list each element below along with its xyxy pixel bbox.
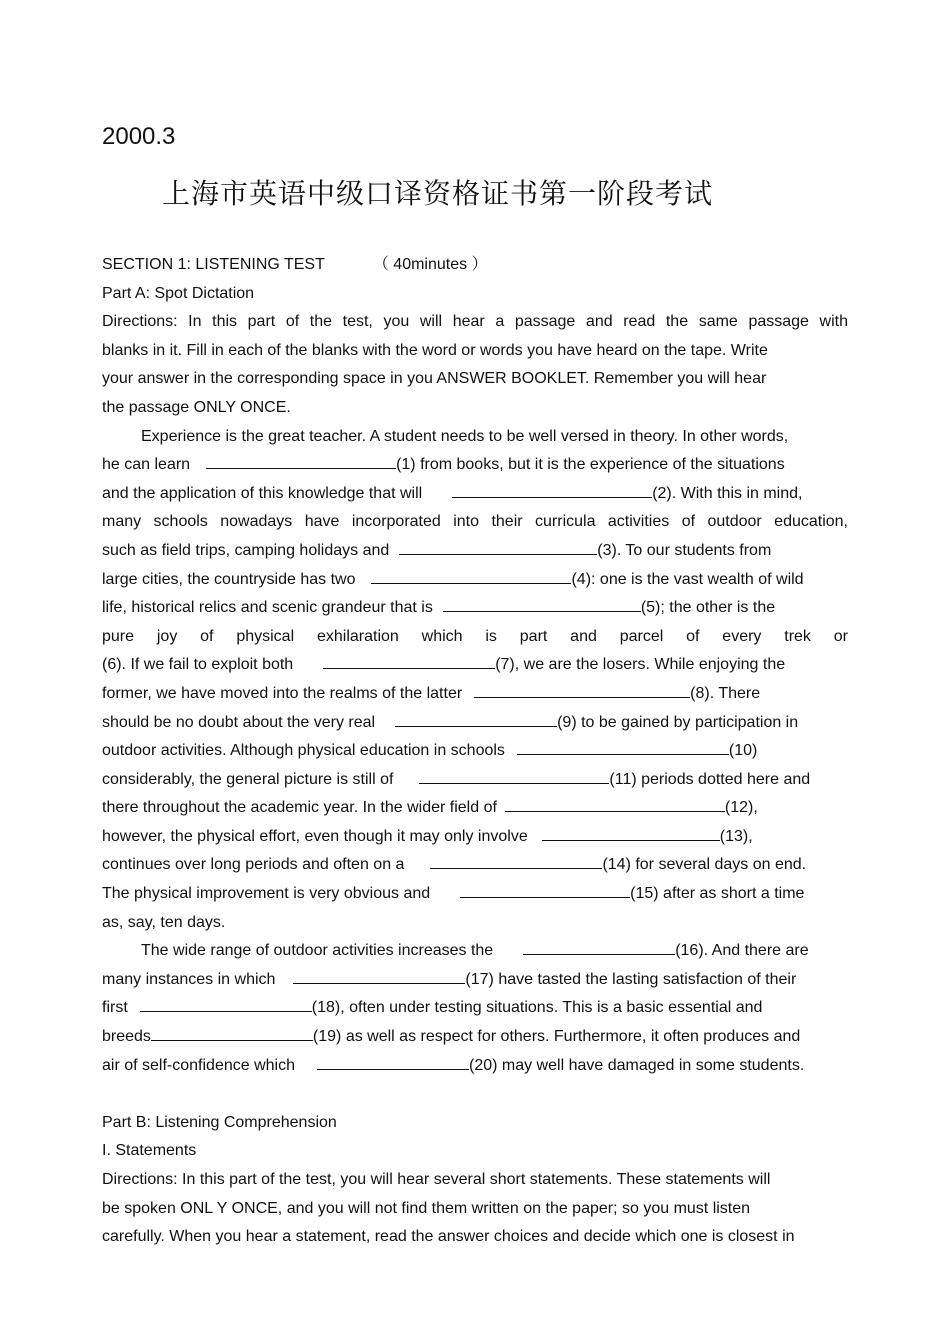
passage-line — [102, 966, 848, 995]
part-a-directions-line: Directions: In this part of the test, you will hear a passage and read the same passage with — [102, 313, 848, 331]
passage-text: many instances in which — [102, 970, 276, 988]
passage-text: (1) from books, but it is the experience of the situations — [396, 456, 785, 474]
answer-blank — [542, 824, 720, 841]
passage-text: (7), we are the losers. While enjoying the — [495, 656, 786, 674]
passage-text: there throughout the academic year. In the wider field of — [102, 799, 497, 817]
passage-text: continues over long periods and often on a — [102, 856, 405, 874]
passage-text: breeds — [102, 1028, 151, 1046]
answer-blank — [323, 652, 495, 669]
passage-line: as, say, ten days. — [102, 913, 226, 931]
passage-text: The physical improvement is very obvious and — [102, 885, 431, 903]
passage-text: (13), — [719, 827, 753, 845]
passage-text: former, we have moved into the realms of the latter — [102, 684, 463, 702]
passage-line — [102, 594, 848, 623]
passage-text: (3). To our students from — [597, 541, 772, 559]
passage-line — [102, 709, 848, 738]
passage-text: outdoor activities. Although physical education in schools — [102, 742, 505, 760]
passage-line — [102, 737, 848, 766]
passage-line — [102, 823, 848, 852]
passage-text: however, the physical effort, even though it may only involve — [102, 827, 528, 845]
passage-line: many schools nowadays have incorporated into their curricula activities of outdoor education, — [102, 513, 848, 531]
answer-blank — [523, 938, 675, 955]
answer-blank — [151, 1024, 313, 1041]
passage-text: first — [102, 999, 128, 1017]
passage-line — [102, 651, 848, 680]
passage-text: (10) — [728, 742, 758, 760]
passage-line — [102, 680, 848, 709]
answer-blank — [443, 595, 641, 612]
passage-line — [102, 794, 848, 823]
part-a-directions-line: blanks in it. Fill in each of the blanks with the word or words you have heard on the tape. Write — [102, 341, 768, 359]
passage-text: should be no doubt about the very real — [102, 713, 376, 731]
passage-line — [102, 1023, 848, 1052]
passage-text: life, historical relics and scenic grandeur that is — [102, 599, 433, 617]
part-a-heading: Part A: Spot Dictation — [102, 284, 255, 302]
answer-blank — [474, 681, 690, 698]
answer-blank — [371, 567, 571, 584]
passage-text: (11) periods dotted here and — [609, 770, 811, 788]
part-b-subheading: I. Statements — [102, 1142, 197, 1160]
passage-line: Experience is the great teacher. A student needs to be well versed in theory. In other words, — [141, 427, 789, 445]
passage-text: (18), often under testing situations. This is a basic essential and — [311, 999, 763, 1017]
passage-text: (15) after as short a time — [630, 885, 805, 903]
passage-text: and the application of this knowledge that will — [102, 484, 423, 502]
part-b-directions-line: Directions: In this part of the test, you will hear several short statements. These statements will — [102, 1171, 771, 1188]
passage-line — [102, 537, 848, 566]
passage-text: (20) may well have damaged in some students. — [468, 1056, 805, 1074]
passage-text: (16). And there are — [675, 942, 809, 960]
passage-text: (19) as well as respect for others. Furthermore, it often produces and — [312, 1028, 801, 1046]
passage-line — [102, 937, 848, 966]
passage-line — [102, 766, 848, 795]
passage-text: (14) for several days on end. — [602, 856, 807, 874]
answer-blank — [293, 967, 465, 984]
section-heading — [102, 251, 848, 280]
passage-text: (9) to be gained by participation in — [557, 713, 799, 731]
section-title: SECTION 1: LISTENING TEST — [102, 256, 325, 273]
part-a-directions-line: your answer in the corresponding space in you ANSWER BOOKLET. Remember you will hear — [102, 370, 767, 388]
passage-text: (17) have tasted the lasting satisfaction of their — [465, 970, 797, 988]
answer-blank — [452, 481, 652, 498]
answer-blank — [395, 710, 557, 727]
exam-date: 2000.3 — [102, 123, 176, 150]
part-b-directions-line: be spoken ONL Y ONCE, and you will not find them written on the paper; so you must listen — [102, 1199, 751, 1217]
passage-text: large cities, the countryside has two — [102, 570, 356, 588]
passage-text: (12), — [724, 799, 758, 817]
answer-blank — [460, 881, 630, 898]
passage-text: (5); the other is the — [640, 599, 776, 617]
part-a-directions-line: the passage ONLY ONCE. — [102, 398, 291, 416]
passage-text: The wide range of outdoor activities increases the — [141, 942, 494, 960]
passage-line — [102, 451, 848, 480]
answer-blank — [140, 995, 312, 1012]
passage-text: he can learn — [102, 456, 191, 474]
passage-text: (2). With this in mind, — [652, 484, 803, 502]
passage-text: such as field trips, camping holidays and — [102, 541, 390, 559]
exam-body — [102, 251, 848, 1252]
spacer — [102, 1080, 848, 1109]
passage-line — [102, 994, 848, 1023]
passage-line — [102, 566, 848, 595]
passage-line — [102, 880, 848, 909]
passage-text: air of self-confidence which — [102, 1056, 295, 1074]
answer-blank — [430, 852, 602, 869]
passage-text: (6). If we fail to exploit both — [102, 656, 294, 674]
passage-text: (4): one is the vast wealth of wild — [571, 570, 804, 588]
answer-blank — [517, 738, 729, 755]
exam-title: 上海市英语中级口译资格证书第一阶段考试 — [162, 177, 714, 210]
section-duration: （ 40minutes ） — [372, 256, 488, 273]
part-b-directions-line: carefully. When you hear a statement, read the answer choices and decide which one is closest in — [102, 1228, 795, 1246]
passage-line — [102, 480, 848, 509]
passage-line — [102, 1052, 848, 1081]
passage-line: pure joy of physical exhilaration which is part and parcel of every trek or — [102, 627, 848, 645]
answer-blank — [419, 767, 609, 784]
passage-line — [102, 851, 848, 880]
answer-blank — [505, 795, 725, 812]
answer-blank — [399, 538, 597, 555]
passage-text: considerably, the general picture is still of — [102, 770, 394, 788]
part-b-heading: Part B: Listening Comprehension — [102, 1113, 337, 1131]
passage-text: (8). There — [690, 684, 761, 702]
answer-blank — [206, 452, 396, 469]
answer-blank — [317, 1053, 469, 1070]
